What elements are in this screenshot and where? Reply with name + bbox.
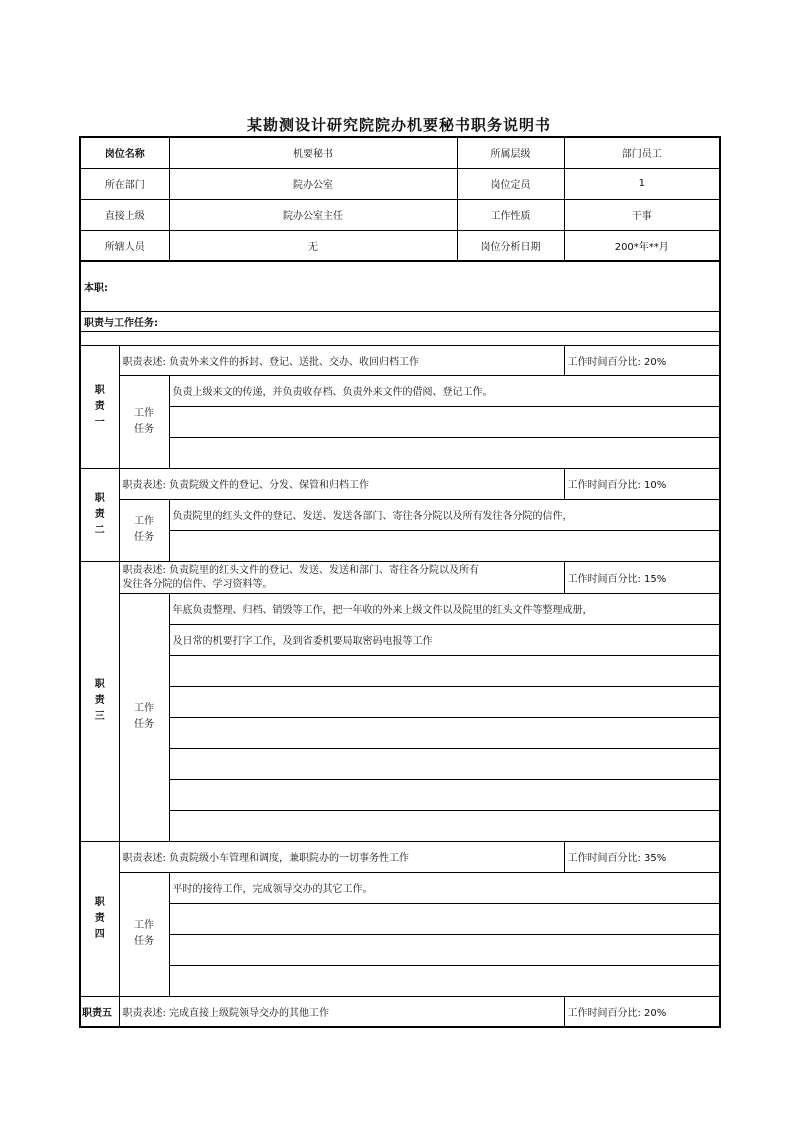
blank-line <box>80 331 720 345</box>
duty3-percent: 工作时间百分比: 15% <box>564 561 720 593</box>
duty4-task-row <box>80 903 720 934</box>
subordinates-value: 无 <box>169 230 457 261</box>
duty3-task-row <box>80 810 720 841</box>
info-row-1 <box>80 137 720 168</box>
duty5-description: 职责表述: 完成直接上级院领导交办的其他工作 <box>119 996 564 1027</box>
duty3-description-line2: 发往各分院的信件、学习资料等。 <box>122 578 273 590</box>
info-row-4 <box>80 230 720 261</box>
level-label: 所属层级 <box>457 137 564 168</box>
duty3-task-4 <box>169 686 720 717</box>
duty3-task-row <box>80 655 720 686</box>
analysis-date-value: 200*年**月 <box>564 230 720 261</box>
duty4-description-row <box>80 841 720 872</box>
headcount-label: 岗位定员 <box>457 168 564 199</box>
page-title: 某勘测设计研究院院办机要秘书职务说明书 <box>246 116 551 134</box>
position-name-value: 机要秘书 <box>169 137 457 168</box>
duty3-task-2: 及日常的机要打字工作，及到省委机要局取密码电报等工作 <box>169 624 720 655</box>
duty2-percent: 工作时间百分比: 10% <box>564 468 720 499</box>
headcount-value: 1 <box>564 168 720 199</box>
duty5-label: 职责五 <box>80 996 119 1027</box>
duty3-task-7 <box>169 779 720 810</box>
duty4-task-row <box>80 965 720 996</box>
duty3-task-row <box>80 717 720 748</box>
duty1-percent: 工作时间百分比: 20% <box>564 345 720 375</box>
duty3-task-label: 工作 任务 <box>119 593 169 841</box>
responsibilities-header: 职责与工作任务: <box>80 311 720 331</box>
duty3-task-row <box>80 593 720 624</box>
duty1-description-row <box>80 345 720 375</box>
duty4-task-row <box>80 934 720 965</box>
duty4-task-row <box>80 872 720 903</box>
duty4-label: 职 责 四 <box>80 841 119 996</box>
analysis-date-label: 岗位分析日期 <box>457 230 564 261</box>
duty2-task-row <box>80 530 720 561</box>
duty3-task-5 <box>169 717 720 748</box>
duty4-task-1: 平时的接待工作，完成领导交办的其它工作。 <box>169 872 720 903</box>
duty2-description: 职责表述: 负责院级文件的登记、分发、保管和归档工作 <box>119 468 564 499</box>
duty3-task-1: 年底负责整理、归档、销毁等工作，把一年收的外来上级文件以及院里的红头文件等整理成册， <box>169 593 720 624</box>
duty5-percent: 工作时间百分比: 20% <box>564 996 720 1027</box>
level-value: 部门员工 <box>564 137 720 168</box>
supervisor-label: 直接上级 <box>80 199 169 230</box>
duty2-label: 职 责 二 <box>80 468 119 561</box>
duty3-description <box>119 561 564 593</box>
duty1-task-row <box>80 437 720 468</box>
duty2-description-row <box>80 468 720 499</box>
department-value: 院办公室 <box>169 168 457 199</box>
duty3-task-8 <box>169 810 720 841</box>
duty3-description-row <box>80 561 720 593</box>
supervisor-value: 院办公室主任 <box>169 199 457 230</box>
duty-row <box>80 261 720 311</box>
duty1-label: 职 责 一 <box>80 345 119 468</box>
duty4-task-3 <box>169 934 720 965</box>
duty1-task-3 <box>169 437 720 468</box>
position-name-label: 岗位名称 <box>80 137 169 168</box>
duty3-task-row <box>80 686 720 717</box>
info-row-2 <box>80 168 720 199</box>
duty3-task-row <box>80 748 720 779</box>
job-description-table <box>79 136 721 1028</box>
duty-label: 本职: <box>80 261 720 311</box>
subordinates-label: 所辖人员 <box>80 230 169 261</box>
duty3-task-6 <box>169 748 720 779</box>
duty1-description: 职责表述: 负责外来文件的拆封、登记、送批、交办、收回归档工作 <box>119 345 564 375</box>
duty2-task-1: 负责院里的红头文件的登记、发送、发送各部门、寄往各分院以及所有发往各分院的信件， <box>169 499 720 530</box>
info-row-3 <box>80 199 720 230</box>
responsibilities-header-row <box>80 311 720 331</box>
duty3-task-3 <box>169 655 720 686</box>
duty4-task-4 <box>169 965 720 996</box>
duty3-description-line1: 职责表述: 负责院里的红头文件的登记、发送、发送和部门、寄往各分院以及所有 <box>122 564 480 576</box>
duty1-task-row <box>80 406 720 437</box>
duty3-task-row <box>80 779 720 810</box>
duty4-percent: 工作时间百分比: 35% <box>564 841 720 872</box>
duty1-task-2 <box>169 406 720 437</box>
work-nature-value: 干事 <box>564 199 720 230</box>
duty1-task-1: 负责上级来文的传递，并负责收存档、负责外来文件的借阅、登记工作。 <box>169 375 720 406</box>
duty4-description: 职责表述: 负责院级小车管理和调度，兼职院办的一切事务性工作 <box>119 841 564 872</box>
duty3-label: 职 责 三 <box>80 561 119 841</box>
duty2-task-label: 工作 任务 <box>119 499 169 561</box>
duty2-task-row <box>80 499 720 530</box>
work-nature-label: 工作性质 <box>457 199 564 230</box>
duty1-task-row <box>80 375 720 406</box>
duty5-row <box>80 996 720 1027</box>
duty3-task-row <box>80 624 720 655</box>
duty1-task-label: 工作 任务 <box>119 375 169 468</box>
duty4-task-2 <box>169 903 720 934</box>
duty2-task-2 <box>169 530 720 561</box>
department-label: 所在部门 <box>80 168 169 199</box>
spacer-row <box>80 331 720 345</box>
duty4-task-label: 工作 任务 <box>119 872 169 996</box>
